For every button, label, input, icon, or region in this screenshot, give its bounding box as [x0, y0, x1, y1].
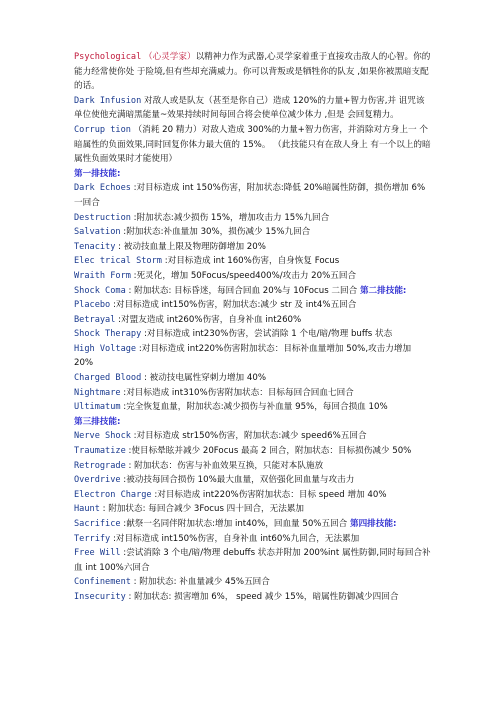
document-page: [74, 50, 432, 605]
skill-dark-echoes: [74, 181, 432, 210]
skill-desc: （消耗 20 精力）对敌人造成 300%的力量+智力伤害，并消除对方身上一 个暗属性的负面效果,同时回复你体力最大值的 15%。 （此技能只有在敌人身上 有一个以上的暗属性负面效果时才能使用）: [74, 124, 431, 165]
skill-desc: :献祭一名同伴附加状态:增加 int40%，回血量 50%五回合: [120, 519, 350, 529]
class-name: Psychological: [74, 52, 142, 62]
skill-name: Insecurity: [74, 591, 126, 602]
skill-name: Confinement: [74, 577, 131, 588]
section-row3-heading: 第三排技能:: [74, 416, 121, 427]
skill-high-voltage: [74, 342, 432, 371]
skill-desc: : 附加状态：伤害与补血效果互换，只能对本队施放: [125, 460, 324, 471]
skill-placebo: [74, 298, 432, 313]
skill-betrayal: [74, 313, 432, 328]
skill-free-will: [74, 546, 432, 575]
skill-traumatize: [74, 444, 432, 459]
skill-name: Nightmare: [74, 387, 121, 398]
skill-desc: : 被动技血量上限及物理防御增加 20%: [115, 241, 266, 252]
skill-desc: :使目标晕眩并减少 20Focus 最高 2 回合，附加状态：目标损伤减少 50%: [125, 446, 412, 457]
skill-name: Haunt: [74, 504, 100, 515]
skill-name: Sacrifice: [74, 519, 121, 529]
skill-desc: :对目标造成 int150%伤害，附加状态:减少 str 及 int4%五回合: [110, 300, 357, 311]
skill-name: Nerve Shock: [74, 431, 131, 442]
skill-name: Dark Echoes: [74, 183, 131, 194]
skill-name: Destruction: [74, 212, 131, 223]
skill-electrical-storm: [74, 254, 432, 269]
skill-insecurity: [74, 590, 432, 605]
section-row4-heading: 第四排技能:: [349, 519, 397, 529]
skill-name: Placebo: [74, 300, 111, 311]
skill-desc: : 附加状态: 目标昏迷，每回合回血 20%与 10Focus 二回合: [125, 285, 360, 296]
skill-dark-infusion: [74, 94, 432, 123]
skill-desc: :对目标造成 int150%伤害，自身补血 int60%九回合，无法累加: [110, 533, 360, 544]
skill-desc: : 被动技电属性穿刺力增加 40%: [141, 373, 266, 384]
skill-overdrive: [74, 473, 432, 488]
skill-name: Corrup tion: [74, 124, 131, 135]
skill-charged-blood: [74, 371, 432, 386]
skill-haunt: [74, 502, 432, 517]
skill-nerve-shock: [74, 429, 432, 444]
skill-desc: : 附加状态: 补血量减少 45%五回合: [130, 577, 270, 588]
skill-wraith-form: [74, 269, 432, 284]
skill-shock-therapy: [74, 327, 432, 342]
skill-name: Shock Therapy: [74, 329, 142, 340]
skill-desc: :尝试消除 3 个电/暗/物理 debuffs 状态并附加 200%int 属性防御,同时每回合补血 int 100%六回合: [74, 548, 431, 573]
section-row2-heading: 第二排技能:: [359, 285, 407, 296]
skill-desc: :附加状态:减少损伤 15%，增加攻击力 15%九回合: [130, 212, 330, 223]
skill-desc: :对目标造成 str150%伤害，附加状态:减少 speed6%五回合: [130, 431, 367, 442]
skill-name: Free Will: [74, 548, 121, 559]
skill-name: Traumatize: [74, 446, 126, 457]
skill-name: Retrograde: [74, 460, 126, 471]
skill-name: Tenacity: [74, 241, 116, 252]
skill-desc: :对目标造成 int220%伤害附加状态：目标补血量增加 50%,攻击力增加 20%: [74, 343, 412, 369]
skill-tenacity: [74, 240, 432, 255]
skill-electron-charge: [74, 488, 432, 503]
skill-destruction: [74, 211, 432, 226]
skill-nightmare: [74, 386, 432, 401]
skill-sacrifice: [74, 517, 432, 532]
skill-confinement: [74, 575, 432, 590]
skill-salvation: [74, 225, 432, 240]
skill-name: Charged Blood: [74, 373, 142, 384]
skill-name: Electron Charge: [74, 489, 152, 500]
skill-name: Shock Coma: [74, 285, 126, 296]
skill-name: Overdrive: [74, 475, 121, 486]
skill-desc: :附加状态:补血量加 30%，损伤减少 15%九回合: [120, 227, 311, 238]
intro-paragraph: [74, 50, 432, 94]
skill-desc: :对目标造成 int310%伤害附加状态：目标每回合回血七回合: [120, 387, 354, 398]
skill-name: Elec trical Storm: [74, 256, 162, 267]
skill-name: Wraith Form: [74, 270, 131, 281]
skill-name: Betrayal: [74, 314, 116, 325]
skill-desc: : 附加状态: 每回合减少 3Focus 四十回合，无法累加: [99, 504, 305, 515]
skill-desc: :完全恢复血量，附加状态:减少损伤与补血量 95%，每回合损血 10%: [120, 402, 388, 413]
skill-desc: :对目标造成 int230%伤害，尝试消除 1 个电/暗/物理 buffs 状态: [141, 329, 393, 340]
skill-name: Ultimatum: [74, 402, 121, 413]
skill-name: Salvation: [74, 227, 121, 238]
intro-text: 以精神力作为武器,心灵学家着重于直接攻击敌人的心智。你的能力经常使你处 于险境,但有些却充满威力。你可以背叛或是牺牲你的队友 ,如果你被黑暗支配 的话。: [74, 52, 431, 92]
skill-desc: :对目标造成 int 160%伤害，自身恢复 Focus: [161, 256, 340, 267]
skill-desc: :对目标造成 int220%伤害附加状态：目标 speed 增加 40%: [151, 489, 387, 500]
skill-desc: :对盟友造成 int260%伤害，自身补血 int260%: [115, 314, 302, 325]
section-row1-heading: 第一排技能:: [74, 168, 121, 179]
skill-desc: : 附加状态: 损害增加 6%， speed 减少 15%，暗属性防御减少四回合: [125, 591, 399, 602]
skill-name: High Voltage: [74, 343, 137, 354]
skill-ultimatum: [74, 400, 432, 415]
skill-desc: :对目标造成 int 150%伤害，附加状态:降低 20%暗属性防御，损伤增加 6%一回合: [74, 183, 426, 208]
skill-name: Dark Infusion: [74, 95, 142, 106]
skill-terrify: [74, 532, 432, 547]
skill-desc: :死灵化，增加 50Focus/speed400%/攻击力 20%五回合: [130, 270, 357, 281]
skill-name: Terrify: [74, 533, 111, 544]
skill-shock-coma: [74, 284, 432, 299]
skill-desc: 对敌人或是队友（甚至是你自己）造成 120%的力量+智力伤害,并 诅咒该单位使他充满暗黑能量~效果持续时间每回合将会使单位减少体力 ,但是 会回复精力。: [74, 95, 425, 121]
skill-corruption: [74, 123, 432, 167]
skill-retrograde: [74, 459, 432, 474]
skill-desc: :被动技每回合损伤 10%最大血量，双倍强化回血量与攻击力: [120, 475, 355, 486]
class-name-cn: （心灵学家）: [144, 52, 196, 62]
